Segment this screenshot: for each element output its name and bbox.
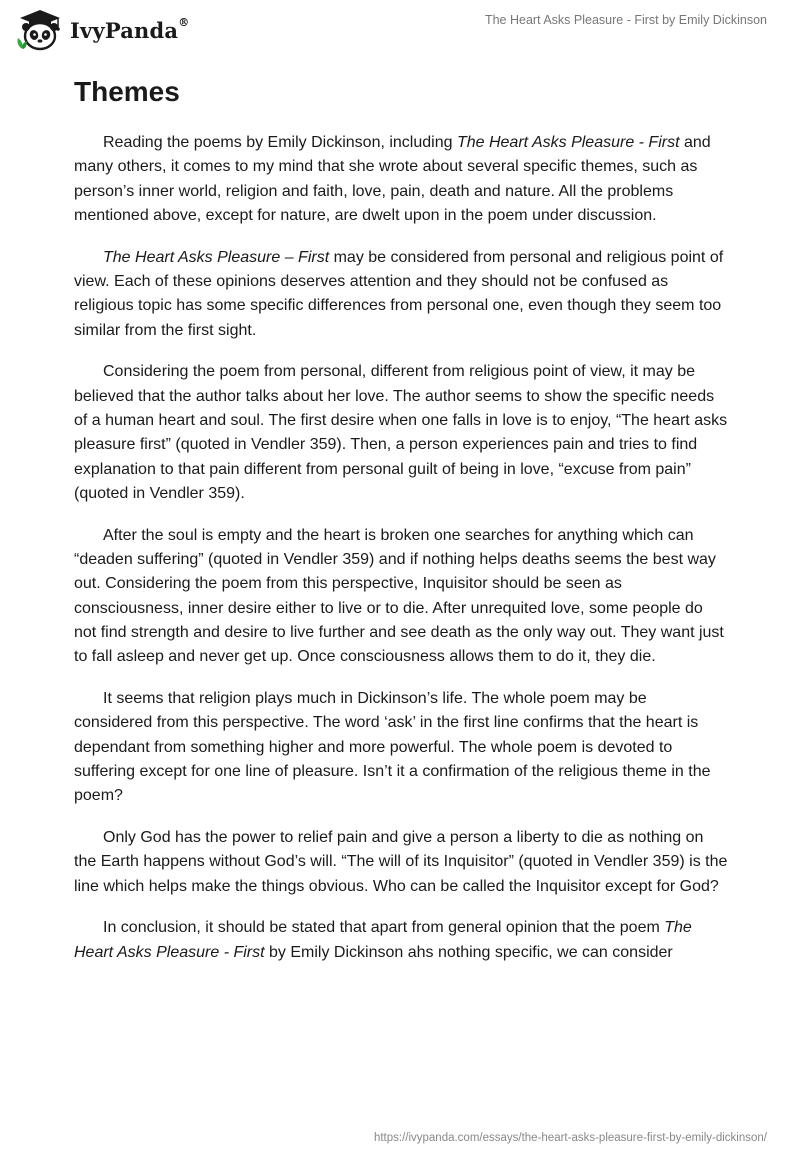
section-heading: Themes xyxy=(74,76,180,107)
source-url[interactable]: https://ivypanda.com/essays/the-heart-asks-pleasure-first-by-emily-dickinson/ xyxy=(373,1132,767,1144)
poem-title: The Heart Asks Pleasure - First xyxy=(74,919,692,961)
paragraph-5: It seems that religion plays much in Dickinson’s life. The whole poem may be considered from this perspective. The word ‘ask’ in the first line confirms that the heart is dependant from something higher and more powerful. The whole poem is devoted to suffering except for one line of pleasure. Isn’t it a confirmation of the religious theme in the poem? xyxy=(74,689,711,805)
poem-title: The Heart Asks Pleasure – First xyxy=(103,248,330,266)
document-title: The Heart Asks Pleasure - First by Emily Dickinson xyxy=(484,13,767,27)
paragraph-4: After the soul is empty and the heart is broken one searches for anything which can “deaden suffering” (quoted in Vendler 359) and if nothing helps deaths seems the best way out. Considering the poem from this perspective, Inquisitor should be seen as consciousness, inner desire either to live or to die. After unrequited love, some people do not find strength and desire to live further and see death as the only way out. They want just to fall asleep and never get up. Once consciousness allows them to do it, they die. xyxy=(74,526,724,666)
ivypanda-logo[interactable] xyxy=(14,8,189,52)
poem-title: The Heart Asks Pleasure - First xyxy=(456,134,680,151)
logo-wordmark: IvyPanda® xyxy=(70,15,190,43)
paragraph-6: Only God has the power to relief pain and give a person a liberty to die as nothing on the Earth happens without God’s will. “The will of its Inquisitor” (quoted in Vendler 359) is the line which helps make the things obvious. Who can be called the Inquisitor except for God? xyxy=(74,828,728,895)
essay-body xyxy=(74,66,729,982)
panda-graduate-icon xyxy=(14,8,66,52)
paragraph-7: In conclusion, it should be stated that apart from general opinion that the poem The Heart Asks Pleasure - First by Emily Dickinson ahs nothing specific, we can consider xyxy=(74,919,692,961)
paragraph-1: Reading the poems by Emily Dickinson, including The Heart Asks Pleasure - First and many others, it comes to my mind that she wrote about several specific themes, such as person’s inner world, religion and faith, love, pain, death and nature. All the problems mentioned above, except for nature, are dwelt upon in the poem under discussion. xyxy=(74,134,711,224)
paragraph-3: Considering the poem from personal, different from religious point of view, it may be believed that the author talks about her love. The author seems to show the specific needs of a human heart and soul. The first desire when one falls in love is to enjoy, “The heart asks pleasure first” (quoted in Vendler 359). Then, a person experiences pain and tries to find explanation to that pain different from personal guilt of being in love, “excuse from pain” (quoted in Vendler 359). xyxy=(74,363,728,502)
page-header xyxy=(0,0,800,66)
paragraph-2: The Heart Asks Pleasure – First may be considered from personal and religious point of view. Each of these opinions deserves attention and they should not be confused as religious topic has some specific differences from personal one, even though they seem too similar from the first sight. xyxy=(74,248,724,339)
